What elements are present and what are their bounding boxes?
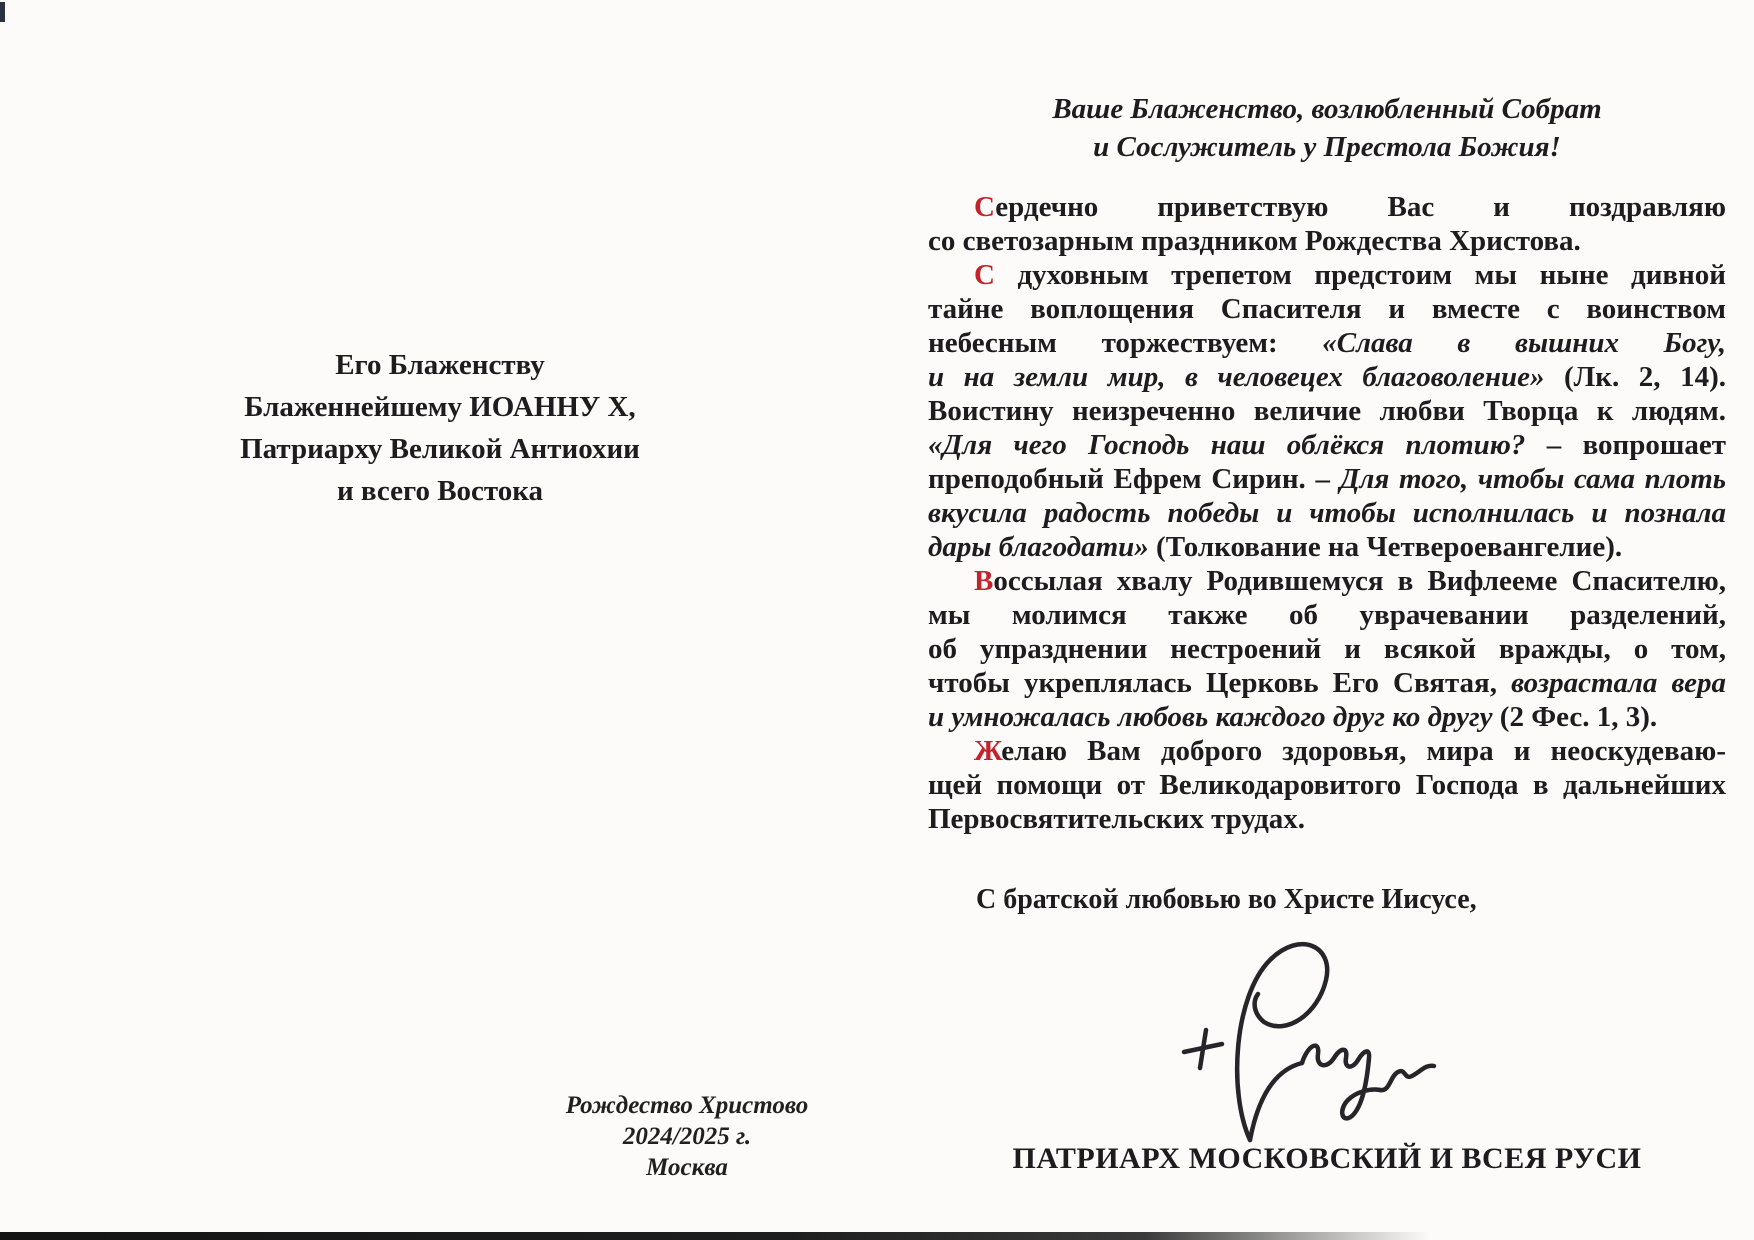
salutation-line: и Сослужитель у Престола Божия! [1093,131,1561,163]
date-line: Рождество Христово [565,1092,809,1119]
body-segment: преподобный Ефрем Сирин. – [928,463,1340,495]
closing-line: С братской любовью во Христе Иисусе, [976,884,1477,915]
body-line [928,292,1726,326]
body-segment: тайне воплощения Спасителя и вместе с воинством [928,293,1726,325]
body-line [928,666,1726,700]
body-line [928,530,1726,564]
body-segment: со светозарным праздником Рождества Христова. [928,225,1581,257]
signature-cross-icon [1200,1030,1206,1068]
body-segment: дары благодати» [928,531,1149,563]
body-segment: и на земли мир, в человецех благоволение» [928,361,1545,393]
body-line [928,734,1726,768]
body-line [928,428,1726,462]
address-line: Блаженнейшему ИОАННУ X, [244,391,636,423]
red-initial: Ж [974,735,1002,767]
signature-flourish [1342,1051,1380,1118]
body-line [928,462,1726,496]
body-line [928,496,1726,530]
signature-flourish [1302,1046,1358,1067]
date-line: 2024/2025 г. [622,1123,752,1150]
signature-flourish [1250,1063,1302,1140]
body-segment: (Лк. 2, 14). [1544,361,1726,393]
recipient-address-block [115,344,765,512]
body-segment: вкусила радость победы и чтобы исполнилась и познала [928,497,1726,529]
body-segment: елаю Вам доброго здоровья, мира и неоскудеваю- [1001,735,1726,767]
body-line [928,598,1726,632]
body-line [928,394,1726,428]
body-segment: возрастала вера [1511,667,1726,699]
feast-date-block [487,1090,887,1183]
address-line: Патриарху Великой Антиохии [240,433,640,465]
body-line [928,768,1726,802]
body-segment: чтобы укреплялась Церковь Его Святая, [928,667,1512,699]
address-line: Его Блаженству [335,349,545,381]
body-line [928,632,1726,666]
salutation-heading [928,90,1726,166]
patriarch-title-line: ПАТРИАРХ МОСКОВСКИЙ И ВСЕЯ РУСИ [1012,1142,1642,1175]
body-segment: оссылая хвалу Родившемуся в Вифлееме Спасителю, [993,565,1726,597]
scan-edge-artifact [0,1232,1430,1240]
body-segment: – вопрошает [1525,429,1726,461]
body-segment: мы молимся также об уврачевании разделений, [928,599,1726,631]
body-segment: и умножалась любовь каждого друг ко другу [928,701,1493,733]
body-line [928,700,1726,734]
body-segment: Первосвятительских трудах. [928,803,1306,835]
body-line [928,360,1726,394]
body-segment: Воистину неизреченно величие любви Творца к людям. [928,395,1726,427]
body-line [928,326,1726,360]
body-line [928,802,1726,836]
body-segment: (2 Фес. 1, 3). [1492,701,1658,733]
patriarch-signature [1150,930,1460,1155]
body-segment: духовным трепетом предстоим мы ныне дивной [994,259,1726,291]
salutation-line: Ваше Блаженство, возлюбленный Собрат [1052,93,1602,125]
body-segment: ердечно приветствую Вас и поздравляю [995,191,1726,223]
red-initial: С [974,191,996,223]
date-line: Москва [646,1154,728,1181]
body-line [928,564,1726,598]
body-segment: «Слава в вышних Богу, [1322,327,1726,359]
address-line: и всего Востока [336,475,544,507]
scan-corner-artifact [0,2,5,22]
body-segment: небесным торжествуем: [928,327,1323,359]
body-line [928,224,1726,258]
body-segment: щей помощи от Великодаровитого Господа в дальнейших [928,769,1726,801]
body-segment: Для того, чтобы сама плоть [1339,463,1727,495]
red-initial: С [974,259,995,291]
red-initial: В [974,565,994,597]
letter-body [928,190,1726,836]
signature-flourish [1237,944,1327,1140]
body-line [928,190,1726,224]
body-segment: «Для чего Господь наш облёкся плотию? [928,429,1526,461]
signature-flourish [1380,1066,1434,1090]
body-line [928,258,1726,292]
body-segment: об упразднении нестроений и всякой вражды, о том, [928,633,1726,665]
body-segment: (Толкование на Четвероевангелие). [1148,531,1623,563]
